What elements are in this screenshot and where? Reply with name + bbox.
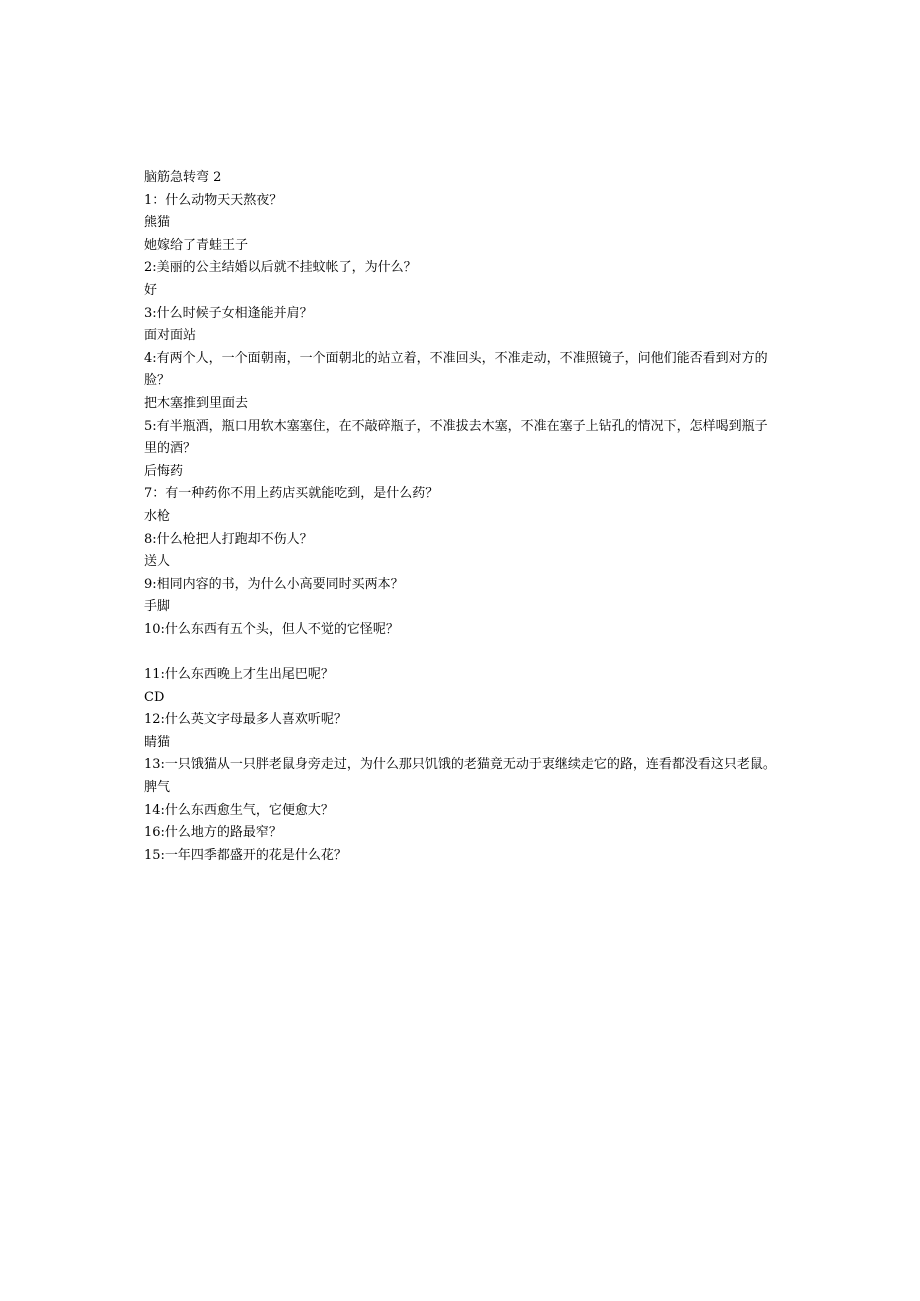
text-line: 2:美丽的公主结婚以后就不挂蚊帐了，为什么？	[144, 260, 417, 276]
text-line: CD	[144, 689, 165, 705]
text-line: 13:一只饿猫从一只胖老鼠身旁走过，为什么那只饥饿的老猫竟无动于衷继续走它的路，连看都没看这只老鼠。	[144, 757, 776, 773]
text-line: 5:有半瓶酒，瓶口用软木塞塞住，在不敲碎瓶子，不准拔去木塞，不准在塞子上钻孔的情况下，怎样喝到瓶子里的酒？	[144, 418, 768, 457]
text-line: 熊猫	[144, 215, 171, 231]
text-line: 手脚	[144, 599, 171, 615]
text-line: 送人	[144, 554, 171, 570]
text-line: 面对面站	[144, 328, 197, 344]
text-line: 把木塞推到里面去	[144, 395, 249, 411]
text-line: 9:相同内容的书，为什么小高要同时买两本？	[144, 576, 404, 592]
text-line: 16:什么地方的路最窄？	[144, 825, 282, 841]
document-title: 脑筋急转弯 2	[144, 170, 222, 185]
text-line: 11:什么东西晚上才生出尾巴呢？	[144, 667, 334, 683]
text-line: 睛猫	[144, 734, 171, 750]
text-line: 3:什么时候子女相逢能并肩？	[144, 305, 313, 321]
text-line: 后悔药	[144, 463, 184, 479]
text-line: 8:什么枪把人打跑却不伤人？	[144, 531, 313, 547]
text-line: 水枪	[144, 508, 171, 524]
text-line: 12:什么英文字母最多人喜欢听呢？	[144, 712, 347, 728]
text-line: 好	[144, 282, 158, 298]
text-line: 14:什么东西愈生气，它便愈大？	[144, 802, 334, 818]
text-line: 7：有一种药你不用上药店买就能吃到，是什么药？	[144, 486, 439, 502]
text-line: 脾气	[144, 780, 171, 796]
blank-line	[144, 641, 780, 664]
document-body	[144, 167, 780, 867]
text-line: 1：什么动物天天熬夜？	[144, 192, 283, 208]
text-line: 她嫁给了青蛙王子	[144, 237, 249, 253]
text-line: 15:一年四季都盛开的花是什么花？	[144, 847, 347, 863]
text-line: 4:有两个人，一个面朝南，一个面朝北的站立着，不准回头，不准走动，不准照镜子，问他们能否看到对方的脸？	[144, 350, 768, 389]
text-line: 10:什么东西有五个头，但人不觉的它怪呢？	[144, 621, 399, 637]
